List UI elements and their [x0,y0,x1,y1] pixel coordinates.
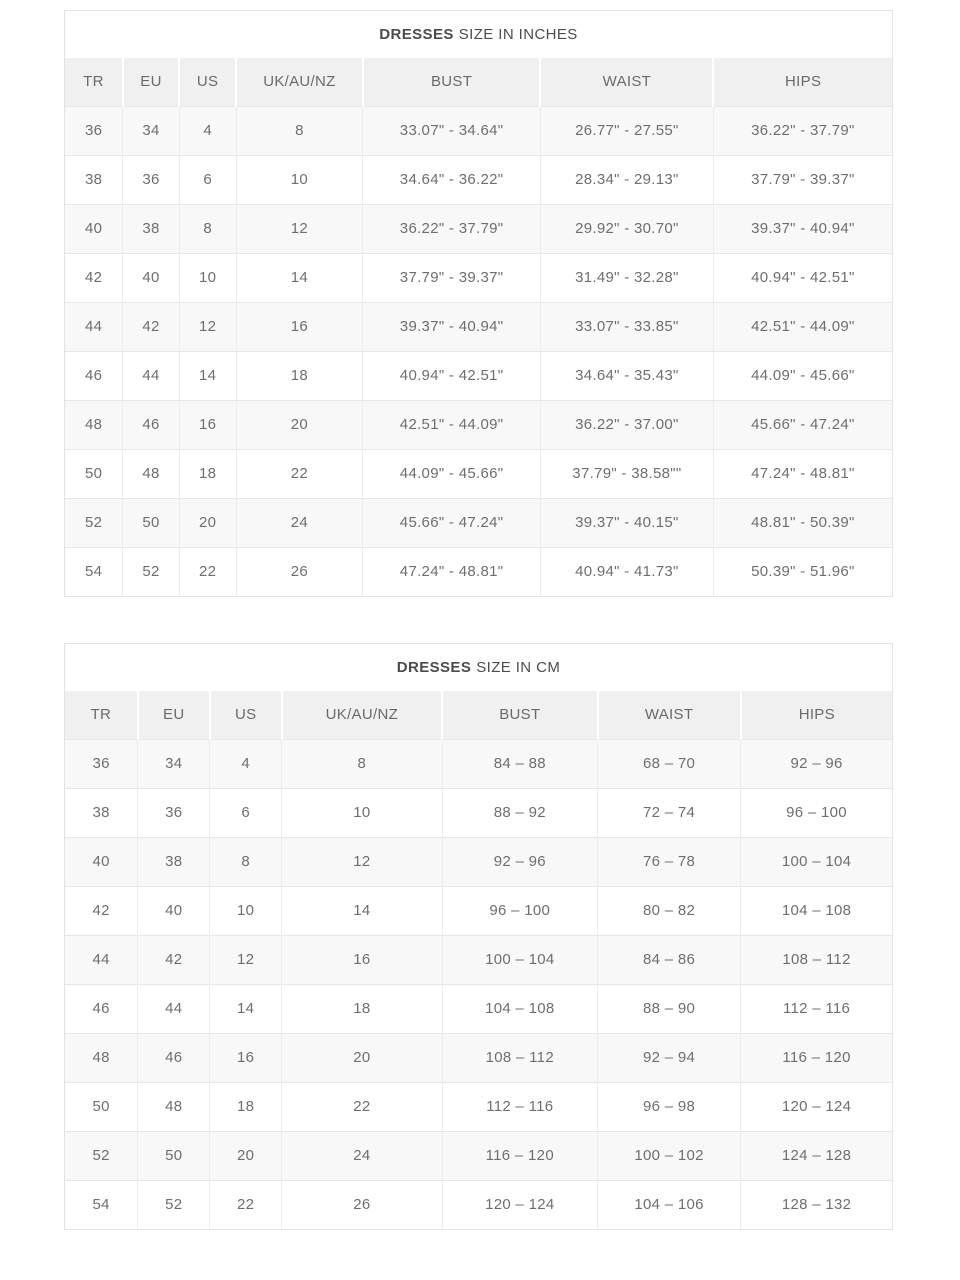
size-cell: 52 [123,547,179,596]
table-row [65,1131,892,1180]
size-cell: 96 – 100 [741,788,892,837]
size-cell: 20 [282,1033,442,1082]
size-cell: 50 [65,1082,138,1131]
size-cell: 100 – 104 [741,837,892,886]
size-cell: 31.49" - 32.28" [540,253,713,302]
size-cell: 12 [282,837,442,886]
size-cell: 34.64" - 35.43" [540,351,713,400]
size-cell: 104 – 106 [598,1180,741,1229]
table-row [65,449,892,498]
size-cell: 104 – 108 [442,984,597,1033]
size-cell: 8 [210,837,282,886]
title-unit-label: SIZE IN INCHES [458,26,578,43]
size-cell: 20 [236,400,363,449]
size-cell: 88 – 90 [598,984,741,1033]
table-header-row [65,58,892,106]
size-cell: 39.37" - 40.94" [713,204,892,253]
size-cell: 42 [65,886,138,935]
column-header-us: US [210,691,282,739]
size-cell: 37.79" - 38.58"" [540,449,713,498]
size-cell: 4 [210,739,282,788]
size-cell: 52 [138,1180,210,1229]
size-cell: 36 [138,788,210,837]
size-cell: 26.77" - 27.55" [540,106,713,155]
size-cell: 14 [282,886,442,935]
size-cell: 10 [210,886,282,935]
table-row [65,1082,892,1131]
size-cell: 100 – 102 [598,1131,741,1180]
table-row [65,739,892,788]
size-cell: 36.22" - 37.79" [363,204,541,253]
table-header-row [65,691,892,739]
size-cell: 50 [138,1131,210,1180]
size-cell: 36 [123,155,179,204]
size-cell: 12 [179,302,236,351]
size-cell: 22 [236,449,363,498]
size-cell: 40 [123,253,179,302]
size-cell: 72 – 74 [598,788,741,837]
dresses-inches-table-title [65,11,892,58]
size-cell: 36 [65,106,123,155]
size-cell: 36.22" - 37.00" [540,400,713,449]
size-cell: 10 [236,155,363,204]
size-cell: 46 [123,400,179,449]
size-cell: 18 [210,1082,282,1131]
size-cell: 104 – 108 [741,886,892,935]
size-cell: 46 [138,1033,210,1082]
size-cell: 112 – 116 [442,1082,597,1131]
column-header-eu: EU [138,691,210,739]
column-header-waist: WAIST [598,691,741,739]
size-cell: 36.22" - 37.79" [713,106,892,155]
size-cell: 48.81" - 50.39" [713,498,892,547]
size-cell: 4 [179,106,236,155]
size-cell: 16 [282,935,442,984]
size-cell: 26 [282,1180,442,1229]
size-cell: 52 [65,498,123,547]
table-row [65,984,892,1033]
size-cell: 44 [65,935,138,984]
size-cell: 38 [65,155,123,204]
size-cell: 48 [138,1082,210,1131]
table-row [65,547,892,596]
size-cell: 29.92" - 30.70" [540,204,713,253]
size-cell: 34 [123,106,179,155]
size-cell: 80 – 82 [598,886,741,935]
size-cell: 22 [179,547,236,596]
size-cell: 8 [236,106,363,155]
size-cell: 47.24" - 48.81" [713,449,892,498]
size-cell: 120 – 124 [741,1082,892,1131]
size-cell: 18 [179,449,236,498]
size-cell: 34 [138,739,210,788]
size-cell: 42.51" - 44.09" [713,302,892,351]
dresses-inches-table-card [64,10,893,597]
size-cell: 38 [138,837,210,886]
size-cell: 40 [138,886,210,935]
size-cell: 112 – 116 [741,984,892,1033]
column-header-bust: BUST [363,58,541,106]
size-cell: 52 [65,1131,138,1180]
column-header-waist: WAIST [540,58,713,106]
dresses-cm-table-card [64,643,893,1230]
size-cell: 88 – 92 [442,788,597,837]
size-cell: 10 [282,788,442,837]
table-row [65,155,892,204]
size-cell: 16 [210,1033,282,1082]
column-header-us: US [179,58,236,106]
size-cell: 128 – 132 [741,1180,892,1229]
size-cell: 28.34" - 29.13" [540,155,713,204]
size-cell: 38 [65,788,138,837]
size-cell: 22 [282,1082,442,1131]
size-cell: 12 [236,204,363,253]
size-cell: 39.37" - 40.15" [540,498,713,547]
column-header-tr: TR [65,691,138,739]
size-cell: 22 [210,1180,282,1229]
size-cell: 84 – 88 [442,739,597,788]
size-cell: 124 – 128 [741,1131,892,1180]
size-cell: 120 – 124 [442,1180,597,1229]
table-row [65,106,892,155]
size-cell: 14 [179,351,236,400]
size-cell: 44.09" - 45.66" [363,449,541,498]
size-cell: 36 [65,739,138,788]
size-cell: 24 [282,1131,442,1180]
size-cell: 20 [179,498,236,547]
size-cell: 50.39" - 51.96" [713,547,892,596]
table-row [65,837,892,886]
size-cell: 96 – 98 [598,1082,741,1131]
dresses-cm-table-title [65,644,892,691]
size-cell: 100 – 104 [442,935,597,984]
size-cell: 48 [65,400,123,449]
size-cell: 16 [236,302,363,351]
table-row [65,886,892,935]
size-cell: 47.24" - 48.81" [363,547,541,596]
size-cell: 44 [123,351,179,400]
size-cell: 40.94" - 41.73" [540,547,713,596]
size-cell: 46 [65,351,123,400]
dresses-inches-table [65,58,892,596]
size-cell: 42 [138,935,210,984]
size-cell: 40 [65,204,123,253]
size-cell: 54 [65,547,123,596]
table-row [65,400,892,449]
size-cell: 45.66" - 47.24" [713,400,892,449]
column-header-uk-au-nz: UK/AU/NZ [236,58,363,106]
size-cell: 108 – 112 [741,935,892,984]
table-row [65,253,892,302]
size-cell: 37.79" - 39.37" [363,253,541,302]
size-cell: 42 [123,302,179,351]
size-cell: 84 – 86 [598,935,741,984]
size-cell: 24 [236,498,363,547]
size-cell: 33.07" - 33.85" [540,302,713,351]
size-cell: 6 [179,155,236,204]
size-cell: 48 [123,449,179,498]
column-header-tr: TR [65,58,123,106]
size-cell: 20 [210,1131,282,1180]
size-cell: 92 – 96 [442,837,597,886]
size-cell: 10 [179,253,236,302]
title-product-type: DRESSES [396,659,472,676]
size-cell: 108 – 112 [442,1033,597,1082]
size-cell: 18 [282,984,442,1033]
size-cell: 40.94" - 42.51" [713,253,892,302]
size-cell: 14 [236,253,363,302]
column-header-hips: HIPS [713,58,892,106]
table-row [65,1033,892,1082]
size-cell: 76 – 78 [598,837,741,886]
size-cell: 68 – 70 [598,739,741,788]
size-cell: 48 [65,1033,138,1082]
size-cell: 44 [138,984,210,1033]
table-body [65,106,892,596]
size-cell: 33.07" - 34.64" [363,106,541,155]
size-cell: 92 – 96 [741,739,892,788]
title-unit-label: SIZE IN CM [476,659,561,676]
size-cell: 40 [65,837,138,886]
table-row [65,498,892,547]
column-header-bust: BUST [442,691,597,739]
size-cell: 6 [210,788,282,837]
size-cell: 37.79" - 39.37" [713,155,892,204]
table-row [65,1180,892,1229]
column-header-eu: EU [123,58,179,106]
table-row [65,302,892,351]
size-cell: 14 [210,984,282,1033]
title-product-type: DRESSES [379,26,454,43]
column-header-hips: HIPS [741,691,892,739]
size-cell: 39.37" - 40.94" [363,302,541,351]
size-cell: 44.09" - 45.66" [713,351,892,400]
size-cell: 18 [236,351,363,400]
table-row [65,935,892,984]
size-cell: 116 – 120 [442,1131,597,1180]
table-row [65,788,892,837]
size-cell: 40.94" - 42.51" [363,351,541,400]
size-cell: 45.66" - 47.24" [363,498,541,547]
size-cell: 8 [179,204,236,253]
size-cell: 42 [65,253,123,302]
size-cell: 34.64" - 36.22" [363,155,541,204]
dresses-cm-table [65,691,892,1229]
size-cell: 116 – 120 [741,1033,892,1082]
column-header-uk-au-nz: UK/AU/NZ [282,691,442,739]
size-cell: 46 [65,984,138,1033]
table-row [65,204,892,253]
size-cell: 38 [123,204,179,253]
size-cell: 16 [179,400,236,449]
size-cell: 26 [236,547,363,596]
size-cell: 12 [210,935,282,984]
size-cell: 42.51" - 44.09" [363,400,541,449]
table-body [65,739,892,1229]
size-cell: 50 [65,449,123,498]
size-cell: 50 [123,498,179,547]
table-row [65,351,892,400]
size-cell: 96 – 100 [442,886,597,935]
size-cell: 54 [65,1180,138,1229]
size-cell: 8 [282,739,442,788]
size-cell: 92 – 94 [598,1033,741,1082]
size-cell: 44 [65,302,123,351]
